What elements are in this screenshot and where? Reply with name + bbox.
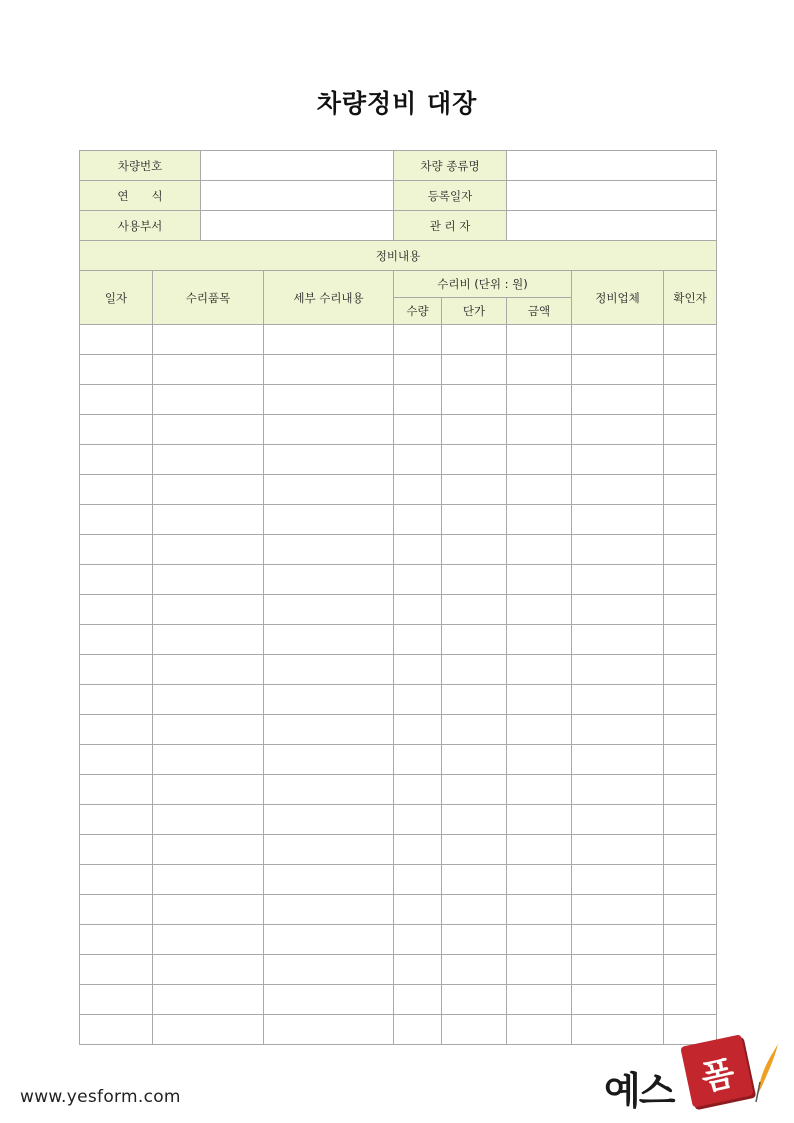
confirm-cell[interactable] (664, 535, 717, 565)
repair-item-cell[interactable] (153, 805, 264, 835)
quantity-cell[interactable] (394, 475, 442, 505)
table-row (80, 775, 717, 805)
vendor-cell[interactable] (572, 415, 664, 445)
detail-cell[interactable] (264, 325, 394, 355)
detail-cell[interactable] (264, 355, 394, 385)
table-row (80, 805, 717, 835)
vendor-cell[interactable] (572, 985, 664, 1015)
confirm-cell[interactable] (664, 625, 717, 655)
unit-price-cell[interactable] (442, 835, 507, 865)
amount-cell[interactable] (507, 805, 572, 835)
manager-label: 관 리 자 (394, 211, 507, 241)
quantity-cell[interactable] (394, 325, 442, 355)
detail-cell[interactable] (264, 655, 394, 685)
logo-badge-text: 폼 (697, 1052, 739, 1099)
model-year-field[interactable] (201, 181, 394, 211)
table-row (80, 955, 717, 985)
confirm-cell[interactable] (664, 355, 717, 385)
detail-cell[interactable] (264, 715, 394, 745)
quantity-cell[interactable] (394, 925, 442, 955)
document-title: 차량정비 대장 (316, 89, 478, 118)
unit-price-cell[interactable] (442, 625, 507, 655)
repair-item-cell[interactable] (153, 985, 264, 1015)
repair-item-cell[interactable] (153, 415, 264, 445)
vendor-cell[interactable] (572, 475, 664, 505)
detail-cell[interactable] (264, 775, 394, 805)
amount-cell[interactable] (507, 505, 572, 535)
confirm-cell[interactable] (664, 835, 717, 865)
vendor-cell[interactable] (572, 385, 664, 415)
unit-price-cell[interactable] (442, 895, 507, 925)
unit-price-cell[interactable] (442, 565, 507, 595)
confirm-cell[interactable] (664, 925, 717, 955)
vehicle-number-label: 차량번호 (80, 151, 201, 181)
vendor-cell[interactable] (572, 445, 664, 475)
unit-price-cell[interactable] (442, 715, 507, 745)
detail-cell[interactable] (264, 985, 394, 1015)
vehicle-type-label: 차량 종류명 (394, 151, 507, 181)
detail-cell[interactable] (264, 925, 394, 955)
entry-rows (80, 325, 717, 1045)
detail-cell[interactable] (264, 865, 394, 895)
repair-item-cell[interactable] (153, 835, 264, 865)
vendor-cell[interactable] (572, 355, 664, 385)
quantity-cell[interactable] (394, 685, 442, 715)
manager-field[interactable] (507, 211, 717, 241)
vendor-cell[interactable] (572, 925, 664, 955)
repair-item-cell[interactable] (153, 775, 264, 805)
table-row (80, 325, 717, 355)
table-row (80, 625, 717, 655)
amount-cell[interactable] (507, 775, 572, 805)
detail-cell[interactable] (264, 745, 394, 775)
date-cell[interactable] (80, 715, 153, 745)
repair-item-cell[interactable] (153, 925, 264, 955)
unit-price-cell[interactable] (442, 355, 507, 385)
repair-item-cell[interactable] (153, 595, 264, 625)
quantity-cell[interactable] (394, 1015, 442, 1045)
amount-cell[interactable] (507, 745, 572, 775)
table-row (80, 715, 717, 745)
quantity-cell[interactable] (394, 835, 442, 865)
amount-cell[interactable] (507, 535, 572, 565)
detail-header: 세부 수리내용 (264, 271, 394, 325)
unit-price-cell[interactable] (442, 745, 507, 775)
table-row (80, 445, 717, 475)
quantity-cell[interactable] (394, 745, 442, 775)
amount-cell[interactable] (507, 955, 572, 985)
vendor-cell[interactable] (572, 715, 664, 745)
repair-item-cell[interactable] (153, 355, 264, 385)
confirm-cell[interactable] (664, 565, 717, 595)
date-cell[interactable] (80, 415, 153, 445)
repair-item-cell[interactable] (153, 1015, 264, 1045)
unit-price-cell[interactable] (442, 685, 507, 715)
confirm-cell[interactable] (664, 955, 717, 985)
date-cell[interactable] (80, 385, 153, 415)
confirm-header: 확인자 (664, 271, 717, 325)
confirm-cell[interactable] (664, 475, 717, 505)
vendor-cell[interactable] (572, 685, 664, 715)
amount-cell[interactable] (507, 655, 572, 685)
model-year-label: 연 식 (80, 181, 201, 211)
unit-price-cell[interactable] (442, 865, 507, 895)
repair-item-cell[interactable] (153, 715, 264, 745)
detail-cell[interactable] (264, 565, 394, 595)
amount-cell[interactable] (507, 445, 572, 475)
repair-item-cell[interactable] (153, 685, 264, 715)
repair-item-cell[interactable] (153, 565, 264, 595)
date-cell[interactable] (80, 985, 153, 1015)
amount-cell[interactable] (507, 895, 572, 925)
detail-cell[interactable] (264, 535, 394, 565)
repair-item-cell[interactable] (153, 895, 264, 925)
logo-badge (680, 1034, 754, 1108)
confirm-cell[interactable] (664, 655, 717, 685)
logo-text: 예스 (604, 1069, 674, 1113)
confirm-cell[interactable] (664, 805, 717, 835)
quantity-cell[interactable] (394, 415, 442, 445)
repair-item-cell[interactable] (153, 325, 264, 355)
amount-cell[interactable] (507, 1015, 572, 1045)
unit-price-cell[interactable] (442, 415, 507, 445)
amount-cell[interactable] (507, 985, 572, 1015)
vendor-cell[interactable] (572, 505, 664, 535)
vendor-cell[interactable] (572, 535, 664, 565)
vendor-cell[interactable] (572, 835, 664, 865)
date-cell[interactable] (80, 625, 153, 655)
date-cell[interactable] (80, 505, 153, 535)
table-row (80, 835, 717, 865)
repair-item-cell[interactable] (153, 955, 264, 985)
unit-price-cell[interactable] (442, 925, 507, 955)
quantity-cell[interactable] (394, 715, 442, 745)
date-cell[interactable] (80, 535, 153, 565)
unit-price-cell[interactable] (442, 535, 507, 565)
amount-cell[interactable] (507, 325, 572, 355)
vendor-cell[interactable] (572, 625, 664, 655)
table-row (80, 895, 717, 925)
table-row (80, 475, 717, 505)
vendor-cell[interactable] (572, 745, 664, 775)
quantity-cell[interactable] (394, 385, 442, 415)
confirm-cell[interactable] (664, 685, 717, 715)
table-row (80, 355, 717, 385)
unit-price-header: 단가 (442, 298, 507, 325)
date-cell[interactable] (80, 325, 153, 355)
date-cell[interactable] (80, 775, 153, 805)
vendor-cell[interactable] (572, 775, 664, 805)
confirm-cell[interactable] (664, 385, 717, 415)
detail-cell[interactable] (264, 505, 394, 535)
detail-cell[interactable] (264, 955, 394, 985)
registration-date-field[interactable] (507, 181, 717, 211)
quantity-cell[interactable] (394, 895, 442, 925)
vehicle-number-field[interactable] (201, 151, 394, 181)
amount-cell[interactable] (507, 475, 572, 505)
amount-header: 금액 (507, 298, 572, 325)
vendor-cell[interactable] (572, 865, 664, 895)
unit-price-cell[interactable] (442, 385, 507, 415)
amount-cell[interactable] (507, 625, 572, 655)
quantity-header: 수량 (394, 298, 442, 325)
table-row (80, 415, 717, 445)
amount-cell[interactable] (507, 925, 572, 955)
amount-cell[interactable] (507, 715, 572, 745)
date-cell[interactable] (80, 805, 153, 835)
detail-cell[interactable] (264, 835, 394, 865)
confirm-cell[interactable] (664, 865, 717, 895)
repair-item-header: 수리품목 (153, 271, 264, 325)
table-row (80, 505, 717, 535)
confirm-cell[interactable] (664, 775, 717, 805)
quantity-cell[interactable] (394, 565, 442, 595)
amount-cell[interactable] (507, 595, 572, 625)
quantity-cell[interactable] (394, 535, 442, 565)
vendor-cell[interactable] (572, 595, 664, 625)
amount-cell[interactable] (507, 865, 572, 895)
date-cell[interactable] (80, 445, 153, 475)
date-cell[interactable] (80, 745, 153, 775)
repair-item-cell[interactable] (153, 745, 264, 775)
vehicle-type-field[interactable] (507, 151, 717, 181)
unit-price-cell[interactable] (442, 445, 507, 475)
vendor-header: 정비업체 (572, 271, 664, 325)
detail-cell[interactable] (264, 1015, 394, 1045)
repair-item-cell[interactable] (153, 505, 264, 535)
vendor-cell[interactable] (572, 325, 664, 355)
date-cell[interactable] (80, 895, 153, 925)
repair-item-cell[interactable] (153, 655, 264, 685)
date-cell[interactable] (80, 655, 153, 685)
quantity-cell[interactable] (394, 775, 442, 805)
quantity-cell[interactable] (394, 595, 442, 625)
department-label: 사용부서 (80, 211, 201, 241)
quantity-cell[interactable] (394, 955, 442, 985)
repair-item-cell[interactable] (153, 445, 264, 475)
quantity-cell[interactable] (394, 505, 442, 535)
table-row (80, 925, 717, 955)
detail-cell[interactable] (264, 685, 394, 715)
unit-price-cell[interactable] (442, 955, 507, 985)
repair-item-cell[interactable] (153, 475, 264, 505)
table-row (80, 535, 717, 565)
amount-cell[interactable] (507, 385, 572, 415)
quill-icon (750, 1042, 782, 1106)
unit-price-cell[interactable] (442, 985, 507, 1015)
date-cell[interactable] (80, 685, 153, 715)
repair-item-cell[interactable] (153, 865, 264, 895)
confirm-cell[interactable] (664, 985, 717, 1015)
confirm-cell[interactable] (664, 445, 717, 475)
table-row (80, 865, 717, 895)
yesform-logo (600, 1038, 785, 1113)
table-row (80, 385, 717, 415)
table-row (80, 655, 717, 685)
detail-cell[interactable] (264, 805, 394, 835)
repair-item-cell[interactable] (153, 625, 264, 655)
unit-price-cell[interactable] (442, 505, 507, 535)
amount-cell[interactable] (507, 565, 572, 595)
detail-cell[interactable] (264, 595, 394, 625)
confirm-cell[interactable] (664, 715, 717, 745)
date-cell[interactable] (80, 565, 153, 595)
repair-item-cell[interactable] (153, 535, 264, 565)
date-cell[interactable] (80, 475, 153, 505)
table-row (80, 685, 717, 715)
amount-cell[interactable] (507, 415, 572, 445)
date-cell[interactable] (80, 1015, 153, 1045)
maintenance-section-label: 정비내용 (80, 241, 717, 271)
vendor-cell[interactable] (572, 655, 664, 685)
unit-price-cell[interactable] (442, 325, 507, 355)
vendor-cell[interactable] (572, 895, 664, 925)
confirm-cell[interactable] (664, 415, 717, 445)
detail-cell[interactable] (264, 475, 394, 505)
vendor-cell[interactable] (572, 955, 664, 985)
confirm-cell[interactable] (664, 595, 717, 625)
amount-cell[interactable] (507, 355, 572, 385)
table-row (80, 745, 717, 775)
detail-cell[interactable] (264, 415, 394, 445)
date-cell[interactable] (80, 355, 153, 385)
table-row (80, 595, 717, 625)
date-cell[interactable] (80, 865, 153, 895)
confirm-cell[interactable] (664, 895, 717, 925)
quantity-cell[interactable] (394, 865, 442, 895)
date-cell[interactable] (80, 955, 153, 985)
detail-cell[interactable] (264, 445, 394, 475)
detail-cell[interactable] (264, 895, 394, 925)
unit-price-cell[interactable] (442, 775, 507, 805)
repair-item-cell[interactable] (153, 385, 264, 415)
quantity-cell[interactable] (394, 805, 442, 835)
department-field[interactable] (201, 211, 394, 241)
confirm-cell[interactable] (664, 745, 717, 775)
quantity-cell[interactable] (394, 355, 442, 385)
quantity-cell[interactable] (394, 985, 442, 1015)
date-cell[interactable] (80, 835, 153, 865)
unit-price-cell[interactable] (442, 655, 507, 685)
table-row (80, 985, 717, 1015)
quantity-cell[interactable] (394, 655, 442, 685)
vendor-cell[interactable] (572, 565, 664, 595)
maintenance-ledger-table (79, 150, 717, 1045)
amount-cell[interactable] (507, 685, 572, 715)
quantity-cell[interactable] (394, 625, 442, 655)
date-header: 일자 (80, 271, 153, 325)
detail-cell[interactable] (264, 625, 394, 655)
confirm-cell[interactable] (664, 325, 717, 355)
unit-price-cell[interactable] (442, 805, 507, 835)
registration-date-label: 등록일자 (394, 181, 507, 211)
repair-cost-header: 수리비 (단위 : 원) (394, 271, 572, 298)
amount-cell[interactable] (507, 835, 572, 865)
date-cell[interactable] (80, 595, 153, 625)
site-url[interactable]: www.yesform.com (20, 1087, 181, 1107)
confirm-cell[interactable] (664, 505, 717, 535)
unit-price-cell[interactable] (442, 475, 507, 505)
date-cell[interactable] (80, 925, 153, 955)
unit-price-cell[interactable] (442, 595, 507, 625)
detail-cell[interactable] (264, 385, 394, 415)
table-row (80, 565, 717, 595)
unit-price-cell[interactable] (442, 1015, 507, 1045)
vendor-cell[interactable] (572, 805, 664, 835)
quantity-cell[interactable] (394, 445, 442, 475)
